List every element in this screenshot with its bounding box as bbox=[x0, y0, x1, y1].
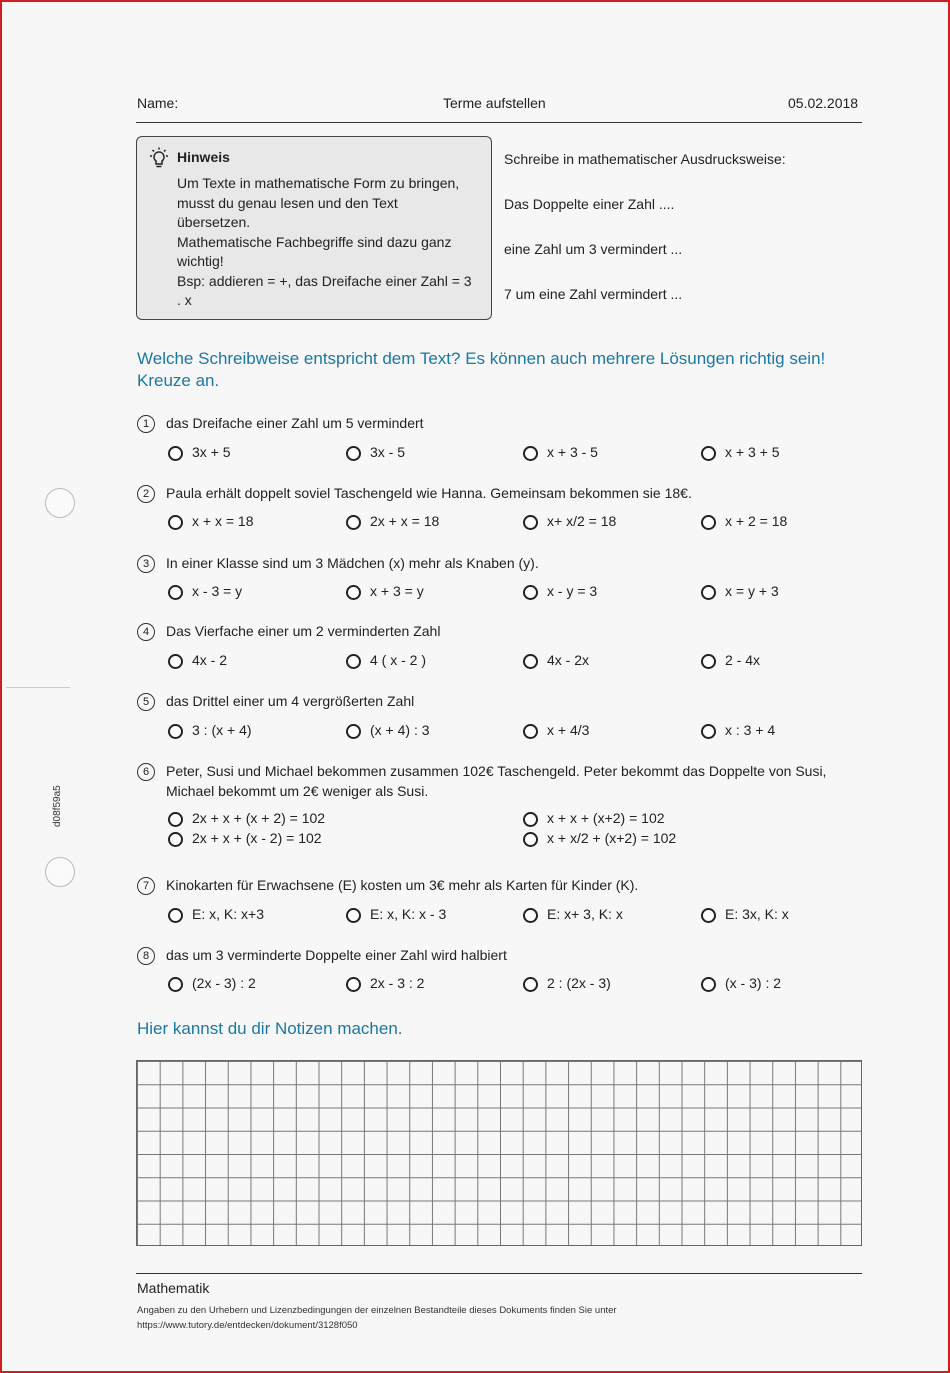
option-label: x : 3 + 4 bbox=[725, 722, 776, 738]
option-label: 4x - 2x bbox=[547, 652, 590, 668]
option-label: (2x - 3) : 2 bbox=[192, 975, 256, 991]
footer-divider bbox=[136, 1273, 862, 1274]
punch-hole bbox=[45, 857, 75, 887]
option-radio[interactable] bbox=[701, 654, 716, 669]
document-code: d08f59a5 bbox=[52, 785, 63, 827]
option-label: 3 : (x + 4) bbox=[192, 722, 252, 738]
option-radio[interactable] bbox=[346, 515, 361, 530]
option-radio[interactable] bbox=[701, 585, 716, 600]
option-label: 2x + x + (x + 2) = 102 bbox=[192, 810, 326, 826]
question-number: 1 bbox=[137, 415, 155, 433]
header-divider bbox=[136, 122, 862, 123]
name-label: Name: bbox=[137, 95, 179, 111]
question-text: In einer Klasse sind um 3 Mädchen (x) mehr als Knaben (y). bbox=[166, 555, 539, 571]
option-radio[interactable] bbox=[346, 446, 361, 461]
option-radio[interactable] bbox=[523, 446, 538, 461]
hint-title: Hinweis bbox=[177, 149, 230, 165]
option-radio[interactable] bbox=[346, 585, 361, 600]
question-number: 6 bbox=[137, 763, 155, 781]
question-number: 3 bbox=[137, 555, 155, 573]
option-label: (x + 4) : 3 bbox=[370, 722, 430, 738]
option-radio[interactable] bbox=[168, 724, 183, 739]
option-radio[interactable] bbox=[523, 585, 538, 600]
option-label: E: x, K: x+3 bbox=[192, 906, 264, 922]
fold-mark bbox=[6, 687, 70, 688]
option-label: 2x + x + (x - 2) = 102 bbox=[192, 830, 322, 846]
exercise-item: eine Zahl um 3 vermindert ... bbox=[504, 241, 683, 257]
option-radio[interactable] bbox=[168, 515, 183, 530]
option-label: 4x - 2 bbox=[192, 652, 228, 668]
option-radio[interactable] bbox=[523, 832, 538, 847]
notes-grid[interactable] bbox=[136, 1060, 862, 1246]
option-label: x + 2 = 18 bbox=[725, 513, 788, 529]
option-label: 2x - 3 : 2 bbox=[370, 975, 425, 991]
option-label: x + 3 + 5 bbox=[725, 444, 780, 460]
option-radio[interactable] bbox=[701, 977, 716, 992]
option-radio[interactable] bbox=[523, 515, 538, 530]
exercise-item: Das Doppelte einer Zahl .... bbox=[504, 196, 675, 212]
option-label: x - y = 3 bbox=[547, 583, 598, 599]
question-number: 2 bbox=[137, 485, 155, 503]
footer-license-text: Angaben zu den Urhebern und Lizenzbedingungen der einzelnen Bestandteile dieses Dokuments finden Sie unter bbox=[137, 1305, 617, 1316]
exercise-intro: Schreibe in mathematischer Ausdrucksweise: bbox=[504, 151, 786, 167]
option-label: x = y + 3 bbox=[725, 583, 779, 599]
option-radio[interactable] bbox=[701, 515, 716, 530]
option-radio[interactable] bbox=[523, 812, 538, 827]
question-number: 8 bbox=[137, 947, 155, 965]
option-radio[interactable] bbox=[346, 654, 361, 669]
question-text: Das Vierfache einer um 2 verminderten Zahl bbox=[166, 623, 441, 639]
option-label: 3x - 5 bbox=[370, 444, 406, 460]
worksheet-date: 05.02.2018 bbox=[788, 95, 859, 111]
option-label: (x - 3) : 2 bbox=[725, 975, 782, 991]
option-radio[interactable] bbox=[168, 908, 183, 923]
option-radio[interactable] bbox=[168, 585, 183, 600]
option-label: x + x + (x+2) = 102 bbox=[547, 810, 665, 826]
option-label: 2 : (2x - 3) bbox=[547, 975, 611, 991]
option-radio[interactable] bbox=[346, 908, 361, 923]
option-label: x + x = 18 bbox=[192, 513, 254, 529]
worksheet-title: Terme aufstellen bbox=[443, 95, 546, 111]
option-label: x+ x/2 = 18 bbox=[547, 513, 617, 529]
hint-text: Um Texte in mathematische Form zu bringen, musst du genau lesen und den Text übersetzen. Mathematische Fachbegriffe sind dazu ganz wichtig! Bsp: addieren = +, das Dreifache einer Zahl = 3 . x bbox=[177, 175, 472, 308]
option-radio[interactable] bbox=[168, 832, 183, 847]
option-label: x + 4/3 bbox=[547, 722, 590, 738]
option-label: x + 3 - 5 bbox=[547, 444, 598, 460]
question-text: Peter, Susi und Michael bekommen zusammen 102€ Taschengeld. Peter bekommt das Doppelte von Susi, Michael bekommt um 2€ weniger als Susi. bbox=[166, 763, 827, 799]
exercise-item: 7 um eine Zahl vermindert ... bbox=[504, 286, 683, 302]
option-label: 2x + x = 18 bbox=[370, 513, 440, 529]
footer-subject: Mathematik bbox=[137, 1280, 210, 1296]
instruction-heading: Welche Schreibweise entspricht dem Text? Es können auch mehrere Lösungen richtig sein! Kreuze an. bbox=[137, 349, 826, 390]
question-text: das um 3 verminderte Doppelte einer Zahl wird halbiert bbox=[166, 947, 507, 963]
option-radio[interactable] bbox=[168, 812, 183, 827]
option-radio[interactable] bbox=[168, 446, 183, 461]
option-radio[interactable] bbox=[168, 654, 183, 669]
option-label: 4 ( x - 2 ) bbox=[370, 652, 427, 668]
option-label: x + x/2 + (x+2) = 102 bbox=[547, 830, 677, 846]
lightbulb-icon bbox=[147, 147, 171, 176]
option-label: 3x + 5 bbox=[192, 444, 231, 460]
question-number: 7 bbox=[137, 877, 155, 895]
option-radio[interactable] bbox=[523, 908, 538, 923]
option-radio[interactable] bbox=[168, 977, 183, 992]
option-label: 2 - 4x bbox=[725, 652, 761, 668]
option-label: x + 3 = y bbox=[370, 583, 424, 599]
hint-box bbox=[136, 136, 492, 320]
option-radio[interactable] bbox=[701, 724, 716, 739]
question-number: 4 bbox=[137, 623, 155, 641]
question-number: 5 bbox=[137, 693, 155, 711]
option-label: E: x, K: x - 3 bbox=[370, 906, 447, 922]
question-text: das Drittel einer um 4 vergrößerten Zahl bbox=[166, 693, 415, 709]
option-radio[interactable] bbox=[523, 977, 538, 992]
option-radio[interactable] bbox=[523, 654, 538, 669]
notes-heading: Hier kannst du dir Notizen machen. bbox=[137, 1019, 403, 1038]
option-radio[interactable] bbox=[346, 977, 361, 992]
question-text: Paula erhält doppelt soviel Taschengeld wie Hanna. Gemeinsam bekommen sie 18€. bbox=[166, 485, 692, 501]
option-label: x - 3 = y bbox=[192, 583, 243, 599]
footer-license-link[interactable]: https://www.tutory.de/entdecken/dokument/3128f050 bbox=[137, 1320, 358, 1331]
question-text: das Dreifache einer Zahl um 5 vermindert bbox=[166, 415, 424, 431]
punch-hole bbox=[45, 488, 75, 518]
option-radio[interactable] bbox=[701, 446, 716, 461]
option-label: E: x+ 3, K: x bbox=[547, 906, 623, 922]
option-label: E: 3x, K: x bbox=[725, 906, 789, 922]
question-text: Kinokarten für Erwachsene (E) kosten um 3€ mehr als Karten für Kinder (K). bbox=[166, 877, 639, 893]
option-radio[interactable] bbox=[523, 724, 538, 739]
option-radio[interactable] bbox=[346, 724, 361, 739]
option-radio[interactable] bbox=[701, 908, 716, 923]
